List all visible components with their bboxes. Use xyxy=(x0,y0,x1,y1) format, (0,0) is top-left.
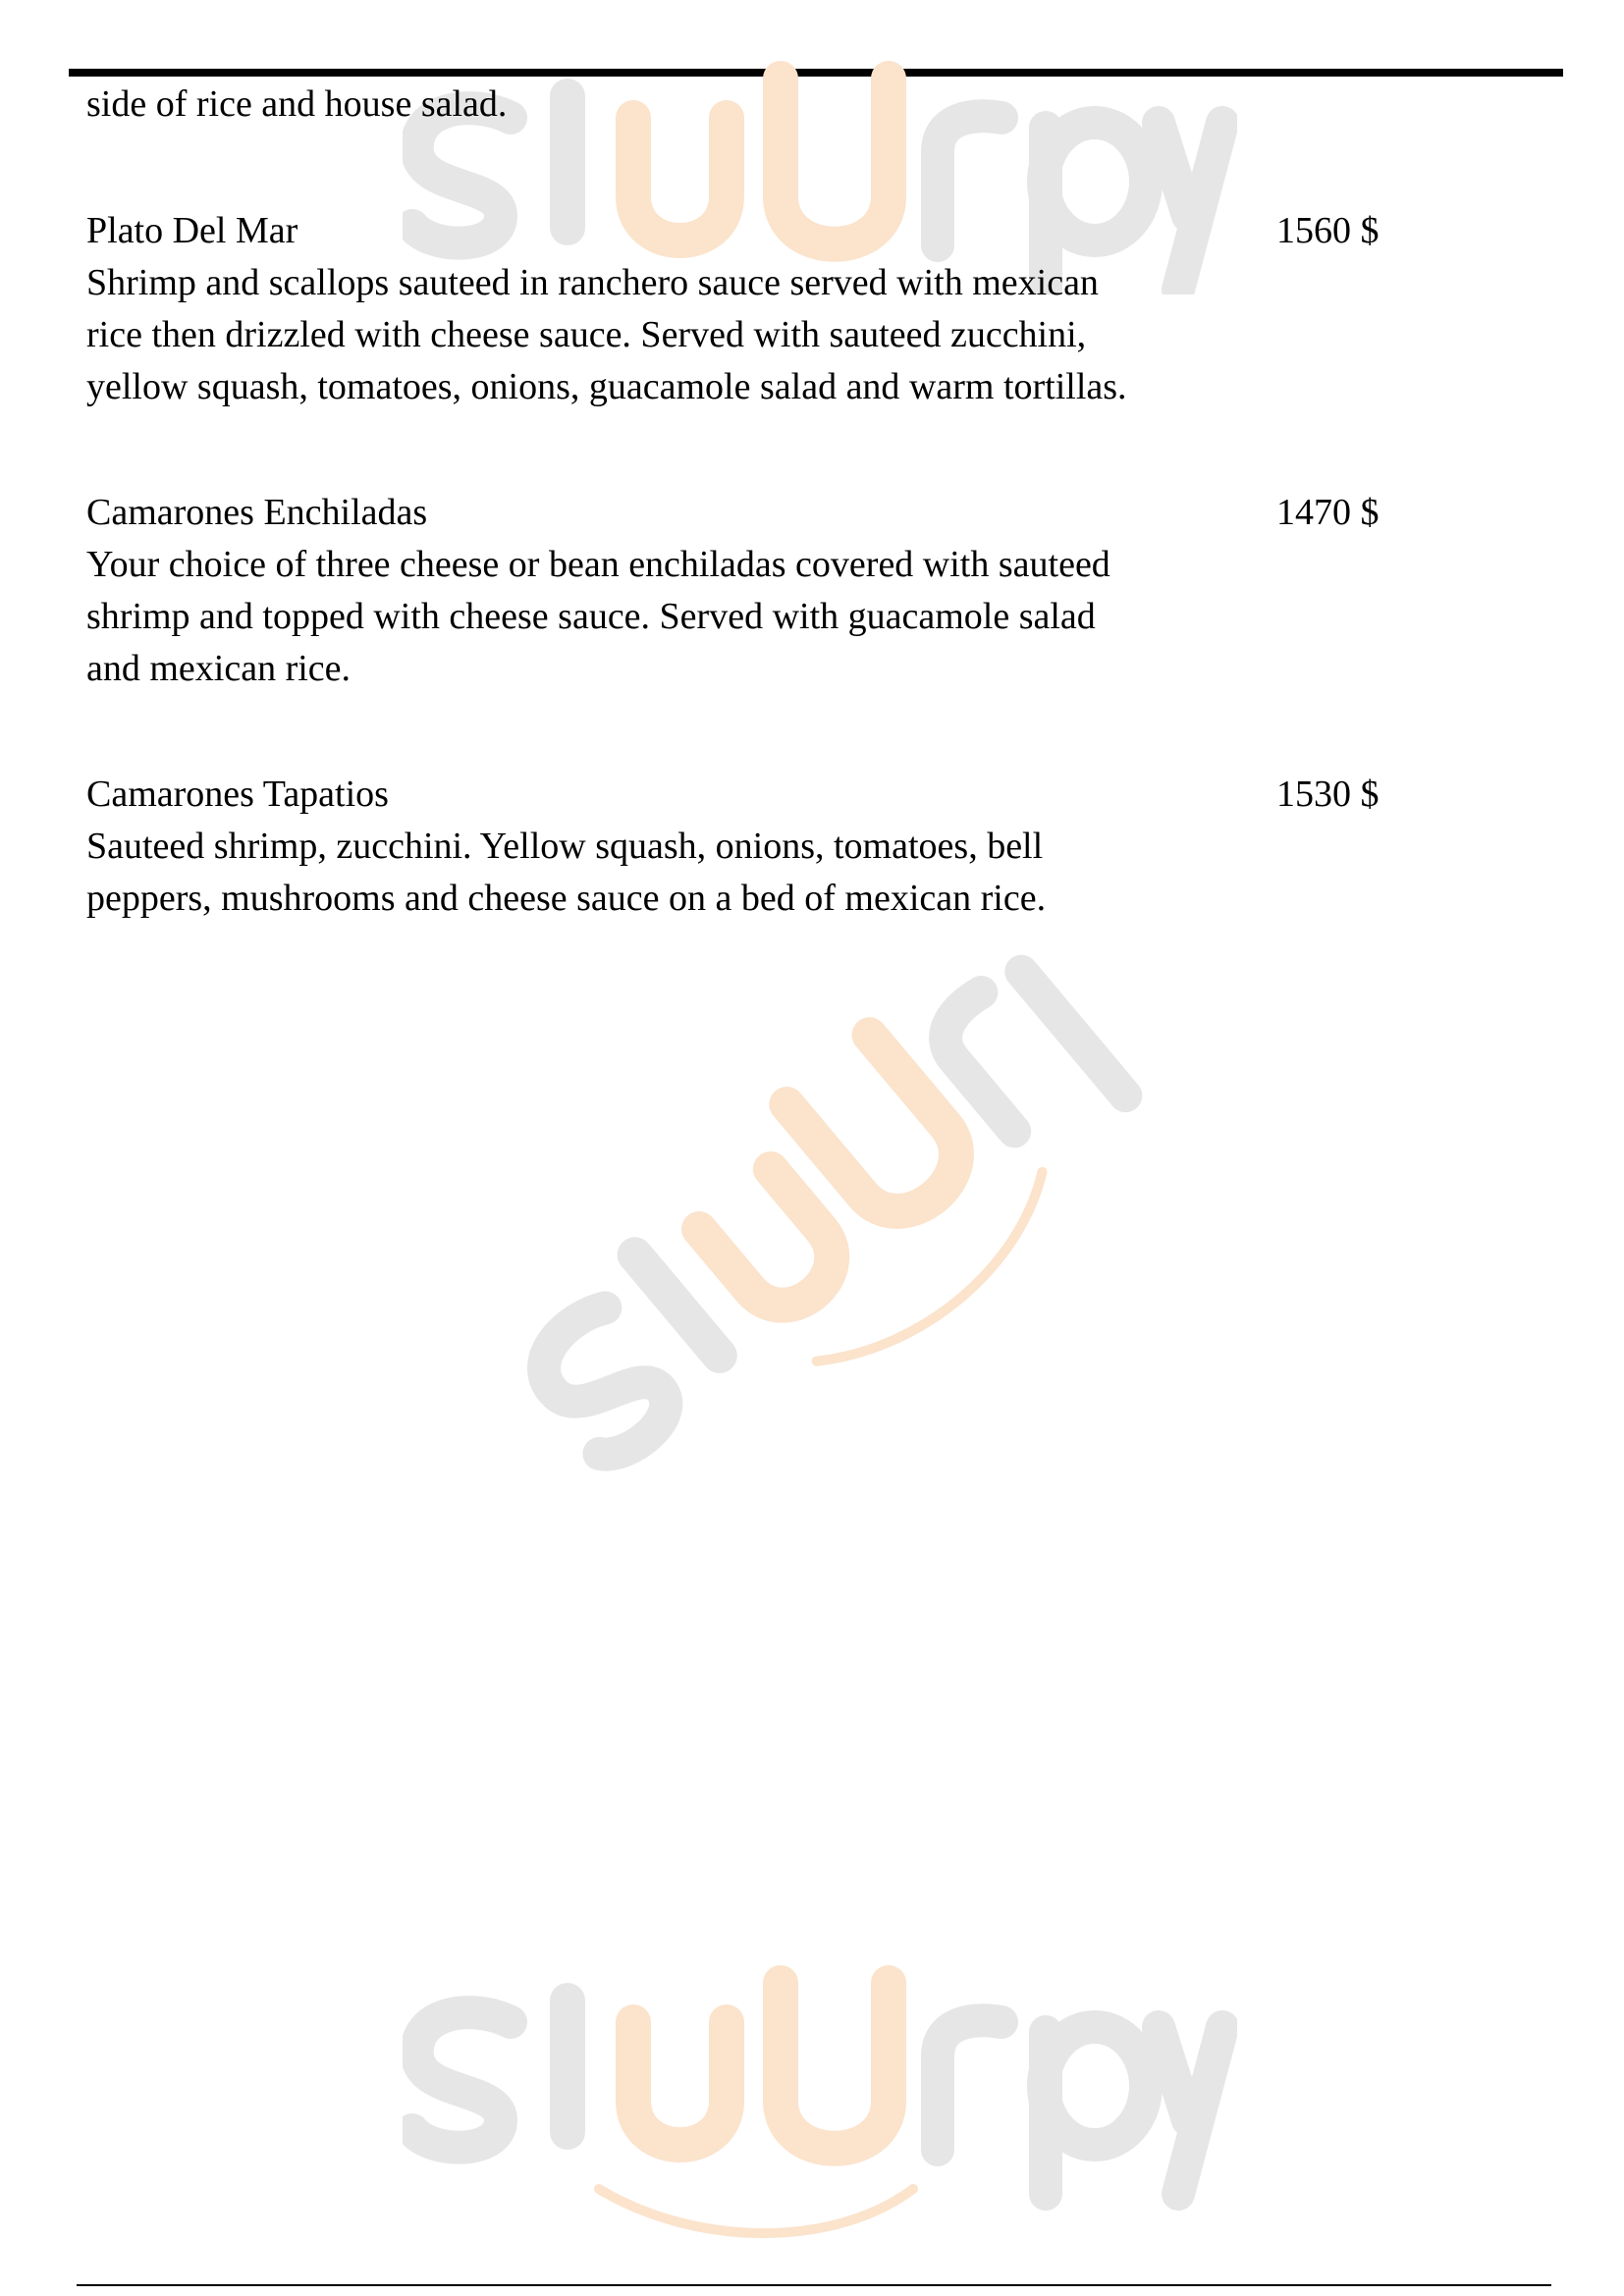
menu-item-header xyxy=(86,487,1402,539)
description-line: rice then drizzled with cheese sauce. Served with sauteed zucchini, xyxy=(86,314,1087,355)
menu-item-description xyxy=(86,257,1265,413)
menu-item-price: 1530 $ xyxy=(1276,774,1380,815)
watermark-logo-bottom xyxy=(403,1963,1237,2258)
description-line: shrimp and topped with cheese sauce. Served with guacamole salad xyxy=(86,596,1096,637)
description-line: yellow squash, tomatoes, onions, guacamole salad and warm tortillas. xyxy=(86,366,1127,407)
menu-page xyxy=(86,79,1559,925)
menu-item-name: Camarones Tapatios xyxy=(86,774,389,815)
description-line: Your choice of three cheese or bean enchiladas covered with sauteed xyxy=(86,544,1110,585)
spacer xyxy=(86,413,1559,487)
menu-item-plato-del-mar xyxy=(86,205,1402,413)
menu-item-name: Plato Del Mar xyxy=(86,210,298,251)
menu-item-header xyxy=(86,205,1402,257)
menu-item-header xyxy=(86,769,1402,821)
description-line: Sauteed shrimp, zucchini. Yellow squash, onions, tomatoes, bell xyxy=(86,826,1044,867)
bottom-rule xyxy=(77,2284,1551,2286)
description-line: Shrimp and scallops sauteed in ranchero sauce served with mexican xyxy=(86,262,1099,303)
menu-item-price: 1560 $ xyxy=(1276,210,1380,251)
spacer xyxy=(86,131,1559,205)
description-line: and mexican rice. xyxy=(86,648,352,689)
spacer xyxy=(86,695,1559,769)
menu-item-camarones-enchiladas xyxy=(86,487,1402,695)
menu-item-price: 1470 $ xyxy=(1276,492,1380,533)
menu-item-camarones-tapatios xyxy=(86,769,1402,925)
menu-item-description xyxy=(86,821,1265,925)
top-rule-accent xyxy=(1245,69,1563,75)
description-line: peppers, mushrooms and cheese sauce on a bed of mexican rice. xyxy=(86,878,1047,919)
continued-description: side of rice and house salad. xyxy=(86,83,508,125)
menu-item-name: Camarones Enchiladas xyxy=(86,492,428,533)
watermark-logo-middle xyxy=(471,883,1178,1492)
menu-item-description xyxy=(86,539,1265,695)
